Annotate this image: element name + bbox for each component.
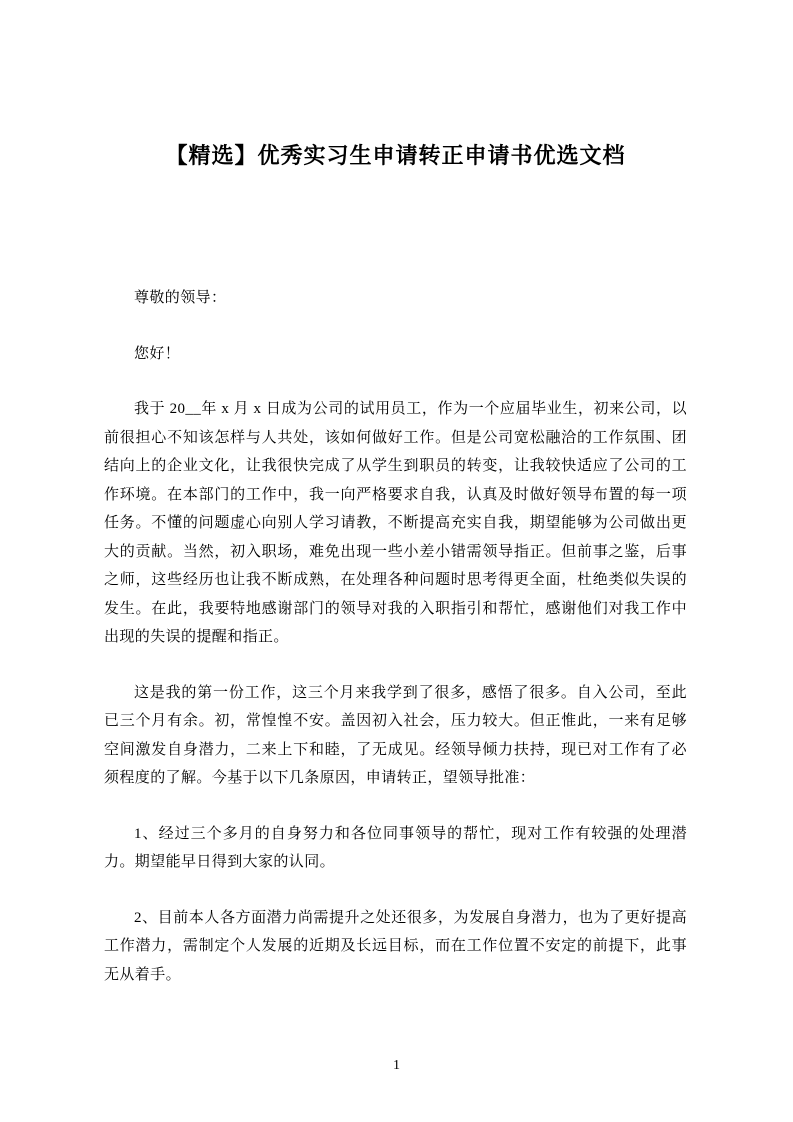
paragraph-reflection: 这是我的第一份工作，这三个月来我学到了很多，感悟了很多。自入公司，至此已三个月有余。初，常惶惶不安。盖因初入社会，压力较大。但正惟此，一来有足够空间激发自身潜力，二来上下和睦，了无成见。经领导倾力扶持，现已对工作有了必须程度的了解。今基于以下几条原因，申请转正，望领导批准： — [104, 684, 687, 786]
document-title: 【精选】优秀实习生申请转正申请书优选文档 — [165, 143, 626, 168]
salutation: 尊敬的领导： — [134, 290, 227, 306]
document-body — [104, 284, 687, 989]
paragraph-reason-1: 1、经过三个多月的自身努力和各位同事领导的帮忙，现对工作有较强的处理潜力。期望能早日得到大家的认同。 — [104, 825, 687, 870]
paragraph-reason-2: 2、目前本人各方面潜力尚需提升之处还很多，为发展自身潜力，也为了更好提高工作潜力，需制定个人发展的近期及长远目标，而在工作位置不安定的前提下，此事无从着手。 — [104, 909, 687, 983]
page-number: 1 — [393, 1058, 400, 1073]
paragraph-intro: 我于 20__年 x 月 x 日成为公司的试用员工，作为一个应届毕业生，初来公司，以前很担心不知该怎样与人共处，该如何做好工作。但是公司宽松融洽的工作氛围、团结向上的企业文化，让我很快完成了从学生到职员的转变，让我较快适应了公司的工作环境。在本部门的工作中，我一向严格要求自我，认真及时做好领导布置的每一项任务。不懂的问题虚心向别人学习请教，不断提高充实自我，期望能够为公司做出更大的贡献。当然，初入职场，难免出现一些小差小错需领导指正。但前事之鉴，后事之师，这些经历也让我不断成熟，在处理各种问题时思考得更全面，杜绝类似失误的发生。在此，我要特地感谢部门的领导对我的入职指引和帮忙，感谢他们对我工作中出现的失误的提醒和指正。 — [104, 401, 687, 645]
greeting: 您好！ — [134, 345, 181, 362]
